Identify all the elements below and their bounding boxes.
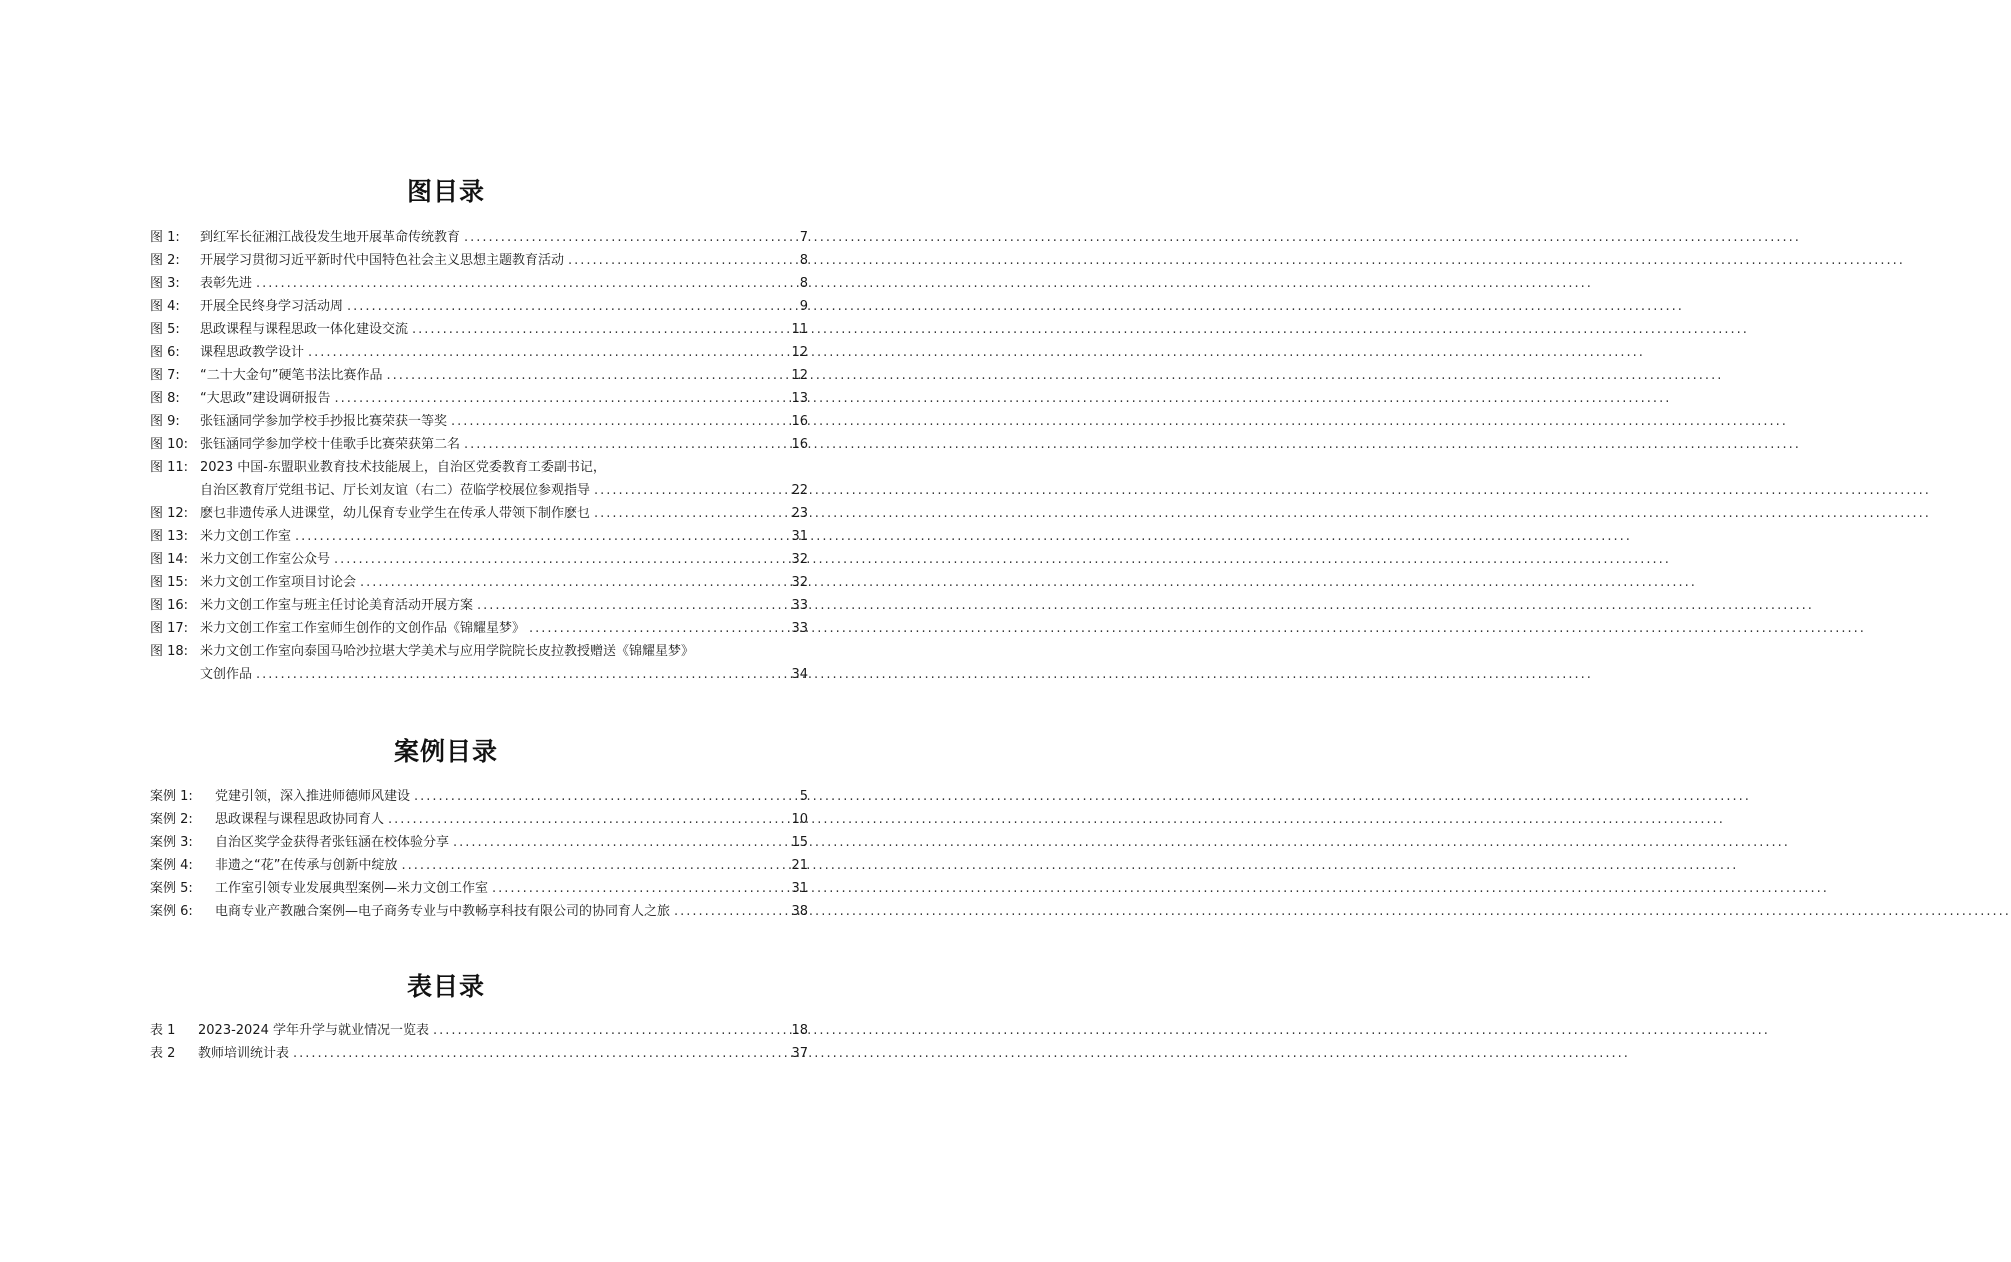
- entry-title: 表彰先进: [200, 276, 253, 291]
- dot-leader: [594, 502, 787, 525]
- entry-page-number: 21: [791, 858, 808, 873]
- entry-title: 米力文创工作室: [200, 529, 292, 544]
- entry-page-number: 12: [791, 345, 808, 360]
- dot-leader: [464, 433, 787, 456]
- entry-page-number: 37: [791, 1046, 808, 1061]
- entry-page-number: 33: [791, 598, 808, 613]
- entry-title: “大思政”建设调研报告: [200, 391, 331, 406]
- entry-title: 党建引领，深入推进师德师风建设: [215, 789, 411, 804]
- entry-title: 2023-2024 学年升学与就业情况一览表: [198, 1023, 429, 1038]
- toc-entry[interactable]: [150, 571, 808, 594]
- entry-title: 教师培训统计表: [198, 1046, 290, 1061]
- toc-entry[interactable]: [150, 502, 808, 525]
- entry-page-number: 23: [791, 506, 808, 521]
- dot-leader: [453, 831, 787, 854]
- entry-page-number: 18: [791, 1023, 808, 1038]
- toc-entry[interactable]: [150, 456, 808, 502]
- entry-label: 图 7:: [150, 368, 180, 383]
- toc-entry[interactable]: [150, 272, 808, 295]
- dot-leader: [360, 571, 787, 594]
- dot-leader: [477, 594, 787, 617]
- entry-label: 图 6:: [150, 345, 180, 360]
- entry-title: 非遗之“花”在传承与创新中绽放: [215, 858, 398, 873]
- toc-entry[interactable]: [150, 854, 808, 877]
- entry-label: 表 1: [150, 1023, 176, 1038]
- entry-title: 到红军长征湘江战役发生地开展革命传统教育: [200, 230, 461, 245]
- dot-leader: [386, 364, 787, 387]
- entry-label: 图 15:: [150, 575, 189, 590]
- entry-label: 表 2: [150, 1046, 176, 1061]
- toc-entry[interactable]: [150, 594, 808, 617]
- entry-title: 思政课程与课程思政协同育人: [215, 812, 385, 827]
- entry-title-line1: 米力文创工作室向泰国马哈沙拉堪大学美术与应用学院院长皮拉教授赠送《锦耀星梦》: [200, 644, 695, 659]
- dot-leader: [674, 900, 787, 923]
- dot-leader: [529, 617, 787, 640]
- toc-entry[interactable]: [150, 433, 808, 456]
- entry-page-number: 22: [791, 483, 808, 498]
- entry-title: 课程思政教学设计: [200, 345, 305, 360]
- entry-label: 图 11:: [150, 460, 189, 475]
- entry-page-number: 15: [791, 835, 808, 850]
- entry-title: 张钰涵同学参加学校手抄报比赛荣获一等奖: [200, 414, 448, 429]
- dot-leader: [388, 808, 787, 831]
- dot-leader: [334, 387, 787, 410]
- entry-label: 案例 6:: [150, 904, 193, 919]
- entry-label: 案例 1:: [150, 789, 193, 804]
- entry-title: 张钰涵同学参加学校十佳歌手比赛荣获第二名: [200, 437, 461, 452]
- entry-title: “二十大金句”硬笔书法比赛作品: [200, 368, 383, 383]
- entry-label: 图 5:: [150, 322, 180, 337]
- toc-entry[interactable]: [150, 226, 808, 249]
- entry-page-number: 8: [799, 276, 808, 291]
- entry-title: 米力文创工作室工作室师生创作的文创作品《锦耀星梦》: [200, 621, 526, 636]
- toc-entry[interactable]: [150, 785, 808, 808]
- entry-title: 电商专业产教融合案例—电子商务专业与中教畅享科技有限公司的协同育人之旅: [215, 904, 671, 919]
- case-list: [150, 785, 808, 923]
- dot-leader: [464, 226, 796, 249]
- dot-leader: [308, 341, 787, 364]
- entry-page-number: 7: [799, 230, 808, 245]
- entry-label: 图 18:: [150, 644, 189, 659]
- toc-entry[interactable]: [150, 364, 808, 387]
- entry-page-number: 32: [791, 552, 808, 567]
- dot-leader: [412, 318, 787, 341]
- entry-label: 图 2:: [150, 253, 180, 268]
- toc-entry[interactable]: [150, 548, 808, 571]
- toc-entry[interactable]: [150, 640, 808, 686]
- entry-page-number: 38: [791, 904, 808, 919]
- entry-label: 案例 3:: [150, 835, 193, 850]
- entry-title: 自治区奖学金获得者张钰涵在校体验分享: [215, 835, 450, 850]
- dot-leader: [334, 548, 787, 571]
- dot-leader: [295, 525, 787, 548]
- entry-title: 米力文创工作室项目讨论会: [200, 575, 357, 590]
- figure-list: [150, 226, 808, 686]
- dot-leader: [594, 479, 787, 502]
- entry-label: 图 13:: [150, 529, 189, 544]
- toc-entry[interactable]: [150, 1042, 808, 1065]
- entry-title: 米力文创工作室公众号: [200, 552, 331, 567]
- entry-title-line2: 文创作品: [200, 667, 253, 682]
- entry-title: 开展全民终身学习活动周: [200, 299, 344, 314]
- toc-entry[interactable]: [150, 410, 808, 433]
- toc-entry[interactable]: [150, 341, 808, 364]
- entry-page-number: 8: [799, 253, 808, 268]
- entry-label: 图 8:: [150, 391, 180, 406]
- entry-page-number: 33: [791, 621, 808, 636]
- entry-label: 图 17:: [150, 621, 189, 636]
- entry-page-number: 12: [791, 368, 808, 383]
- toc-entry[interactable]: [150, 525, 808, 548]
- entry-page-number: 16: [791, 437, 808, 452]
- entry-page-number: 31: [791, 881, 808, 896]
- dot-leader: [433, 1019, 787, 1042]
- document-page: [0, 0, 892, 1262]
- toc-entry[interactable]: [150, 387, 808, 410]
- entry-page-number: 9: [799, 299, 808, 314]
- toc-entry[interactable]: [150, 617, 808, 640]
- dot-leader: [401, 854, 787, 877]
- entry-page-number: 31: [791, 529, 808, 544]
- table-list: [150, 1019, 808, 1065]
- dot-leader: [256, 272, 796, 295]
- dot-leader: [293, 1042, 787, 1065]
- toc-entry[interactable]: [150, 249, 808, 272]
- entry-label: 图 12:: [150, 506, 189, 521]
- entry-title: 工作室引领专业发展典型案例—米力文创工作室: [215, 881, 489, 896]
- entry-title-line1: 2023 中国-东盟职业教育技术技能展上，自治区党委教育工委副书记，: [200, 460, 606, 475]
- entry-label: 图 4:: [150, 299, 180, 314]
- entry-label: 图 10:: [150, 437, 189, 452]
- entry-label: 图 1:: [150, 230, 180, 245]
- entry-title: 思政课程与课程思政一体化建设交流: [200, 322, 409, 337]
- entry-page-number: 5: [799, 789, 808, 804]
- toc-entry[interactable]: [150, 295, 808, 318]
- toc-entry[interactable]: [150, 877, 808, 900]
- entry-page-number: 34: [791, 667, 808, 682]
- case-list-heading: 案例目录: [393, 737, 498, 766]
- entry-label: 图 3:: [150, 276, 180, 291]
- entry-label: 图 16:: [150, 598, 189, 613]
- toc-entry[interactable]: [150, 831, 808, 854]
- dot-leader: [256, 663, 787, 686]
- entry-title-line2: 自治区教育厅党组书记、厅长刘友谊（右二）莅临学校展位参观指导: [200, 483, 591, 498]
- entry-label: 图 14:: [150, 552, 189, 567]
- entry-title: 米力文创工作室与班主任讨论美育活动开展方案: [200, 598, 474, 613]
- entry-label: 案例 4:: [150, 858, 193, 873]
- entry-page-number: 16: [791, 414, 808, 429]
- entry-title: 麽乜非遗传承人进课堂，幼儿保育专业学生在传承人带领下制作麽乜: [200, 506, 591, 521]
- entry-label: 案例 2:: [150, 812, 193, 827]
- toc-entry[interactable]: [150, 808, 808, 831]
- dot-leader: [451, 410, 787, 433]
- entry-label: 图 9:: [150, 414, 180, 429]
- entry-page-number: 11: [791, 322, 808, 337]
- dot-leader: [414, 785, 796, 808]
- toc-entry[interactable]: [150, 318, 808, 341]
- dot-leader: [347, 295, 796, 318]
- entry-page-number: 32: [791, 575, 808, 590]
- table-list-heading: 表目录: [406, 972, 485, 1001]
- entry-title: 开展学习贯彻习近平新时代中国特色社会主义思想主题教育活动: [200, 253, 565, 268]
- entry-page-number: 10: [791, 812, 808, 827]
- toc-entry[interactable]: [150, 900, 808, 923]
- dot-leader: [492, 877, 787, 900]
- toc-entry[interactable]: [150, 1019, 808, 1042]
- entry-page-number: 13: [791, 391, 808, 406]
- entry-label: 案例 5:: [150, 881, 193, 896]
- dot-leader: [568, 249, 796, 272]
- figure-list-heading: 图目录: [406, 177, 485, 206]
